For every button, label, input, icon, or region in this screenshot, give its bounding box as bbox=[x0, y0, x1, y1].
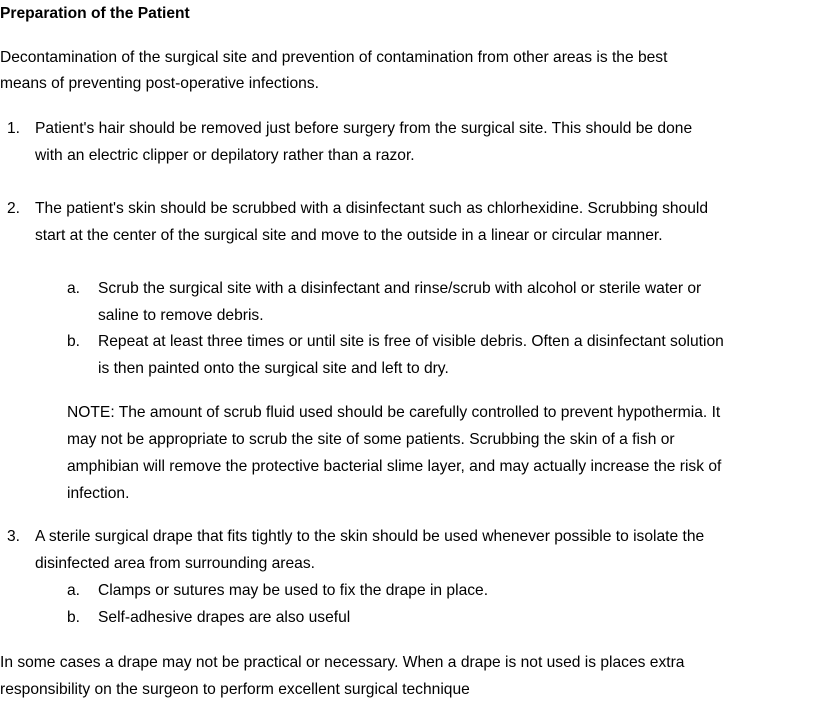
sublist-3a-marker: a. bbox=[67, 582, 81, 599]
note-line-4: infection. bbox=[67, 485, 130, 502]
closing-line-2: responsibility on the surgeon to perform excellent surgical technique bbox=[0, 681, 470, 698]
list-item-1-line-1: Patient's hair should be removed just before surgery from the surgical site. This should be done bbox=[35, 120, 693, 137]
list-item-3-line-2: disinfected area from surrounding areas. bbox=[35, 555, 315, 572]
sublist-2a-marker: a. bbox=[67, 280, 81, 297]
sublist-2b-line-1: Repeat at least three times or until site is free of visible debris. Often a disinfectant solution bbox=[98, 333, 724, 350]
sublist-2b-line-2: is then painted onto the surgical site and left to dry. bbox=[98, 360, 449, 377]
list-item-2-line-2: start at the center of the surgical site and move to the outside in a linear or circular manner. bbox=[35, 227, 663, 244]
note-line-3: amphibian will remove the protective bacterial slime layer, and may actually increase the risk of bbox=[67, 458, 722, 475]
list-item-3-line-1: A sterile surgical drape that fits tightly to the skin should be used whenever possible to isolate the bbox=[35, 528, 705, 545]
list-item-2-marker: 2. bbox=[7, 200, 21, 217]
page-title: Preparation of the Patient bbox=[0, 5, 190, 22]
sublist-2a-line-1: Scrub the surgical site with a disinfectant and rinse/scrub with alcohol or sterile water or bbox=[98, 280, 702, 297]
sublist-3b-marker: b. bbox=[67, 609, 81, 626]
note-line-1: NOTE: The amount of scrub fluid used should be carefully controlled to prevent hypothermia. It bbox=[67, 404, 721, 421]
sublist-2a-line-2: saline to remove debris. bbox=[98, 307, 264, 324]
sublist-3a-line-1: Clamps or sutures may be used to fix the drape in place. bbox=[98, 582, 489, 599]
list-item-3-marker: 3. bbox=[7, 528, 21, 545]
list-item-2-line-1: The patient's skin should be scrubbed with a disinfectant such as chlorhexidine. Scrubbing should bbox=[35, 200, 709, 217]
sublist-3b-line-1: Self-adhesive drapes are also useful bbox=[98, 609, 351, 626]
list-item-1-marker: 1. bbox=[7, 120, 21, 137]
closing-line-1: In some cases a drape may not be practical or necessary. When a drape is not used is places extra bbox=[0, 654, 685, 671]
intro-line-1: Decontamination of the surgical site and prevention of contamination from other areas is the best bbox=[0, 49, 668, 66]
sublist-2b-marker: b. bbox=[67, 333, 81, 350]
list-item-1-line-2: with an electric clipper or depilatory rather than a razor. bbox=[35, 147, 415, 164]
intro-line-2: means of preventing post-operative infections. bbox=[0, 75, 319, 92]
note-line-2: may not be appropriate to scrub the site of some patients. Scrubbing the skin of a fish or bbox=[67, 431, 675, 448]
